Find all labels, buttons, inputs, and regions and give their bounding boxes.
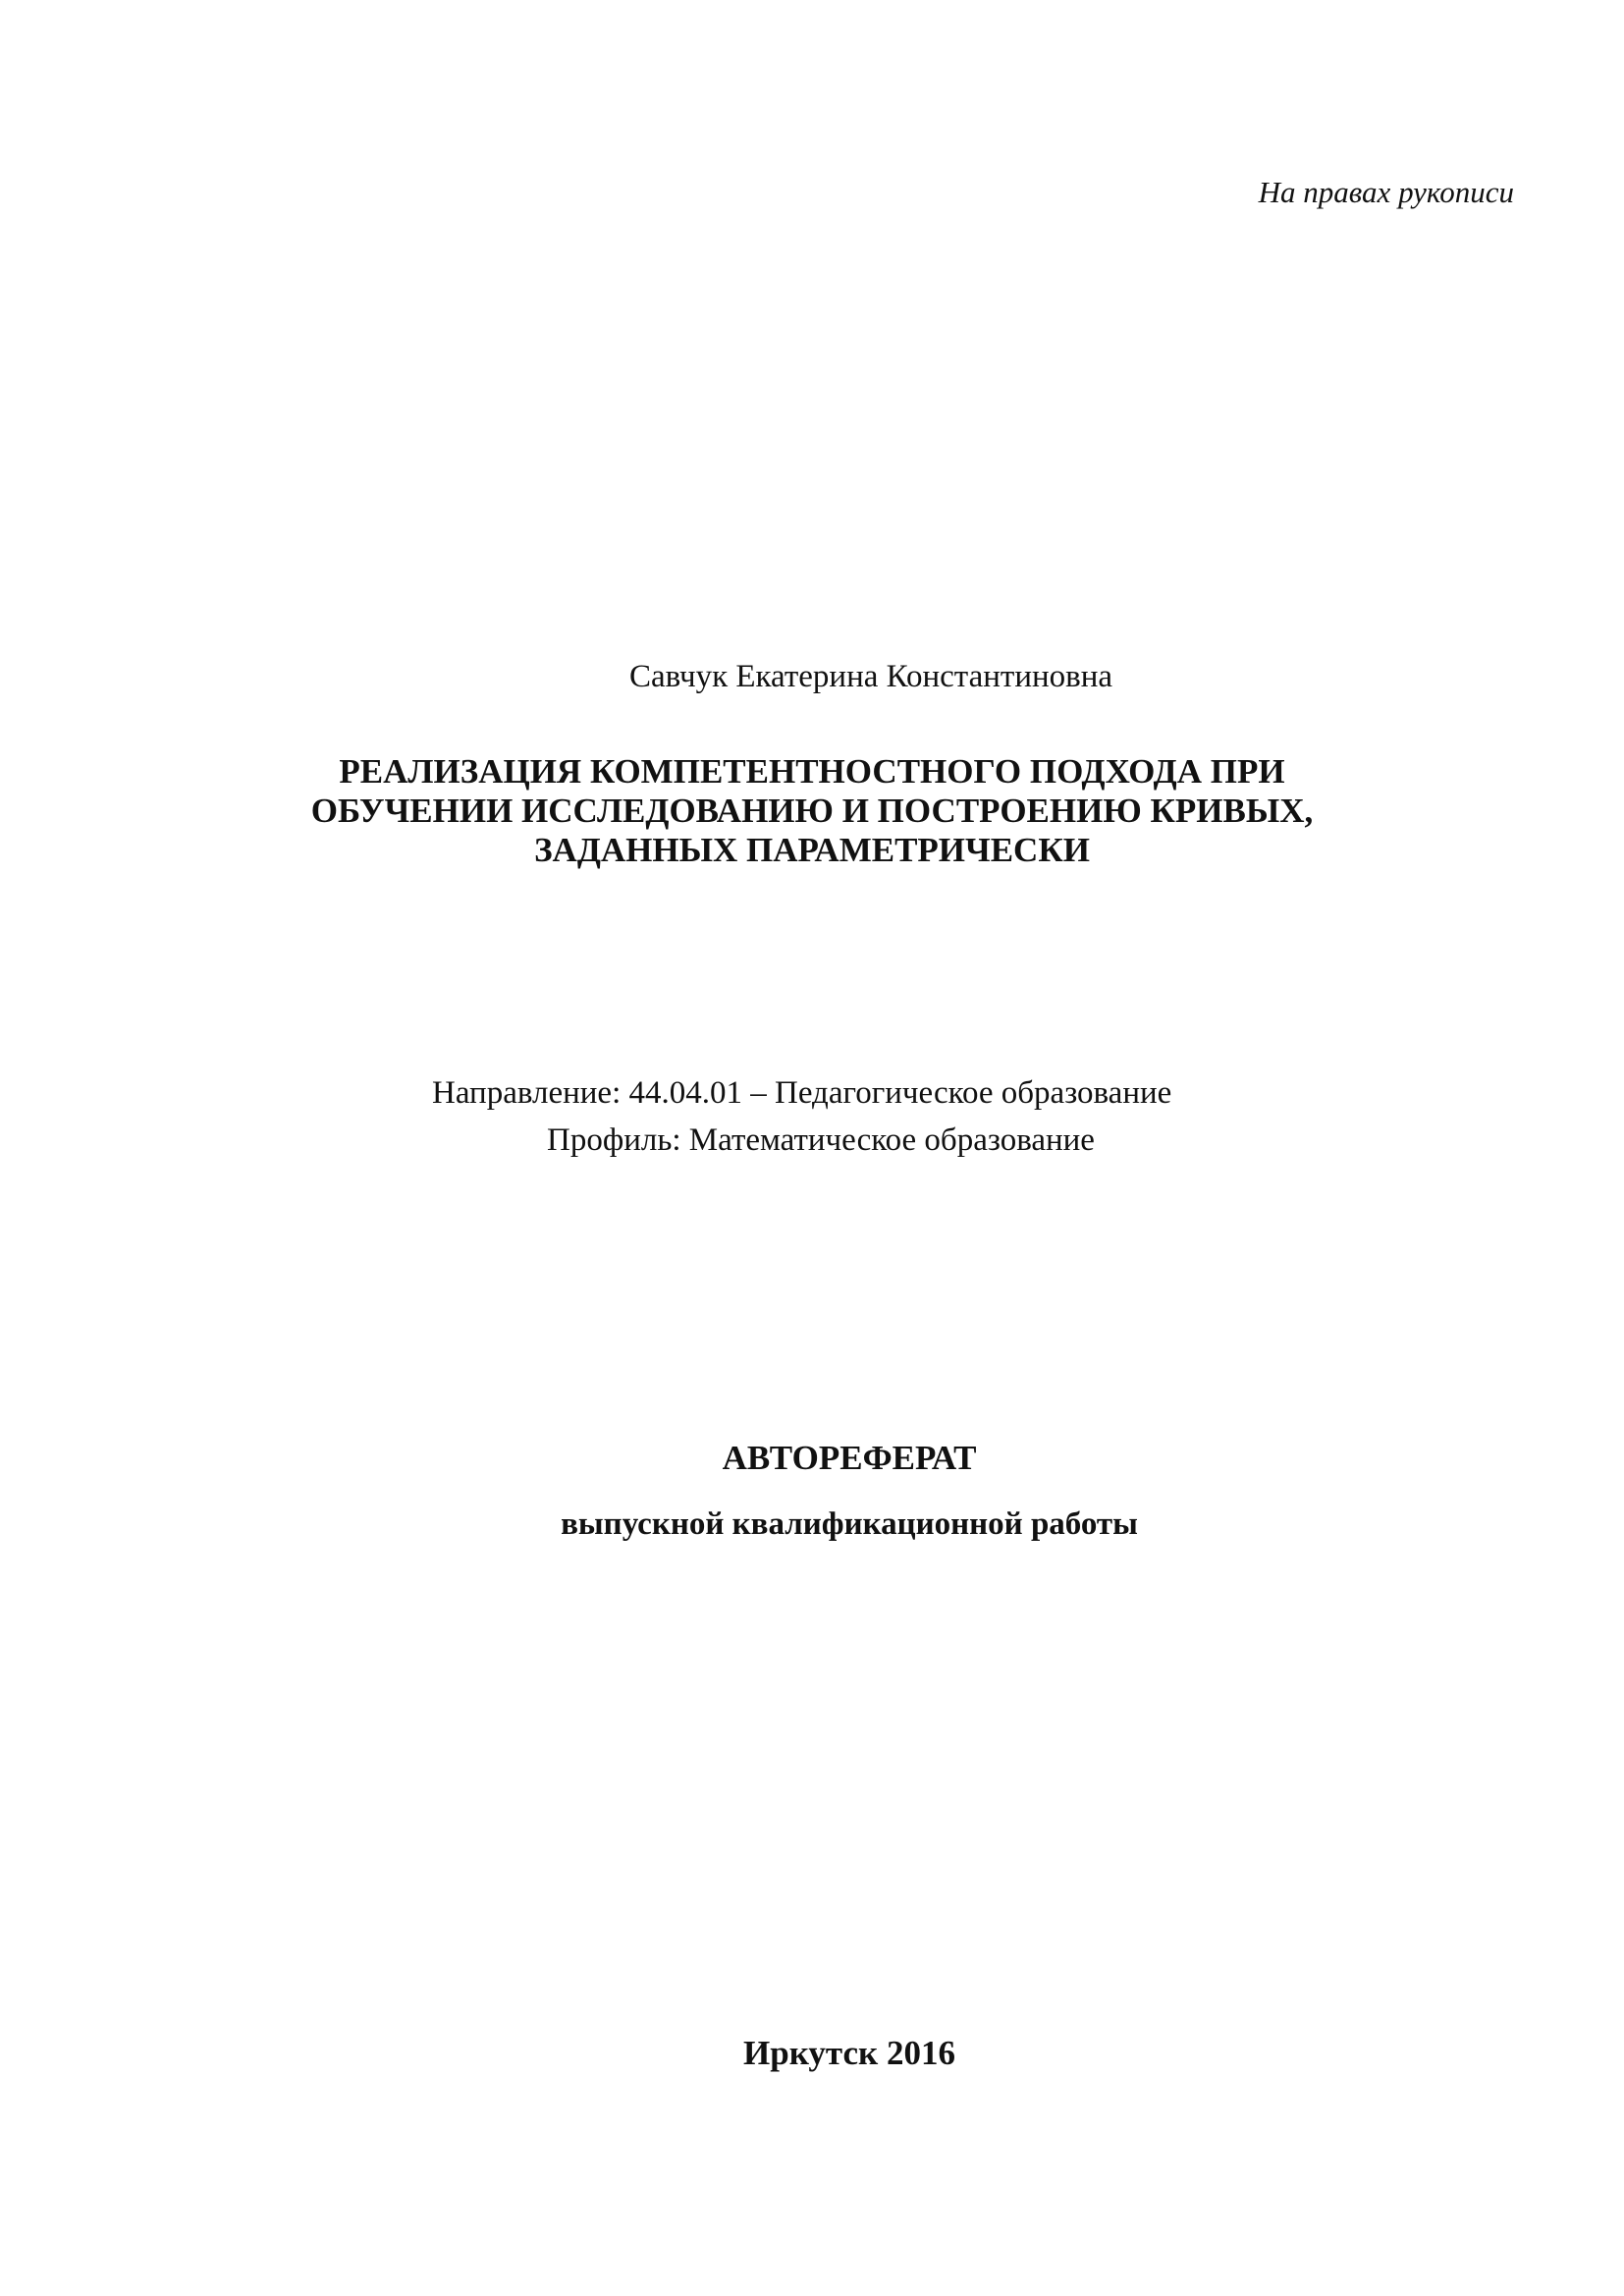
thesis-title-line: РЕАЛИЗАЦИЯ КОМПЕТЕНТНОСТНОГО ПОДХОДА ПРИ [339, 752, 1285, 791]
study-direction: Направление: 44.04.01 – Педагогическое образование [432, 1075, 1172, 1111]
study-profile: Профиль: Математическое образование [547, 1122, 1095, 1158]
document-type-subtitle: выпускной квалификационной работы [561, 1506, 1138, 1542]
author-name: Савчук Екатерина Константиновна [629, 659, 1113, 694]
document-type-heading: АВТОРЕФЕРАТ [722, 1439, 977, 1477]
manuscript-note: На правах рукописи [1258, 175, 1514, 209]
thesis-title-line: ОБУЧЕНИИ ИССЛЕДОВАНИЮ И ПОСТРОЕНИЮ КРИВЫХ, [310, 792, 1314, 830]
thesis-title [0, 752, 1624, 870]
city-year: Иркутск 2016 [743, 2034, 955, 2072]
thesis-title-line: ЗАДАННЫХ ПАРАМЕТРИЧЕСКИ [534, 831, 1090, 869]
